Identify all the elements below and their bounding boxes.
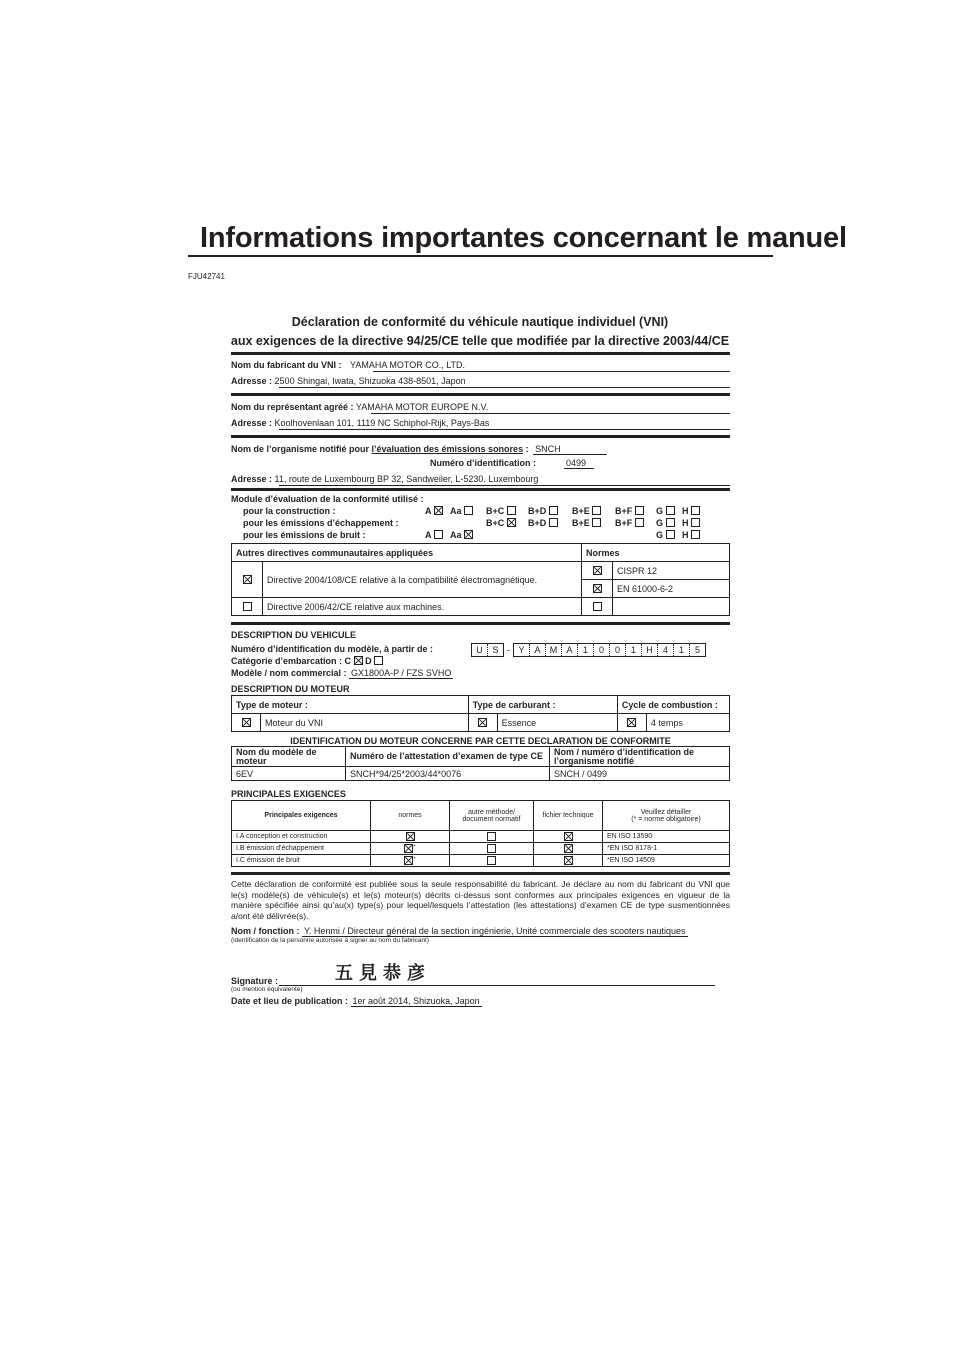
technical-file-header: fichier technique <box>534 801 603 831</box>
checkbox[interactable] <box>374 656 383 665</box>
declaration-title-line1: Déclaration de conformité du véhicule nautique individuel (VNI) <box>291 315 669 329</box>
date-label: Date et lieu de publication : <box>231 996 349 1006</box>
module-row-noise <box>231 530 730 542</box>
signer-row <box>231 926 730 937</box>
vin-character: H <box>641 644 657 656</box>
representative-address-row <box>231 418 730 430</box>
engine-type: Moteur du VNI <box>261 714 469 732</box>
standards-cell <box>371 843 450 855</box>
separator <box>231 872 730 875</box>
module-h: H <box>682 506 689 516</box>
checkbox[interactable] <box>592 518 601 527</box>
module-aa: Aa <box>450 506 462 516</box>
mandatory-mark: * <box>413 844 416 851</box>
checkbox[interactable] <box>635 506 644 515</box>
technical-file-cell <box>534 831 603 843</box>
identification-section: IDENTIFICATION DU MOTEUR CONCERNE PAR CETTE DECLARATION DE CONFORMITE <box>290 736 671 746</box>
combustion-checkbox-cell <box>617 714 646 732</box>
model-label: Modèle / nom commercial : <box>231 668 347 678</box>
signature: 五見恭彦 <box>335 963 431 984</box>
module-h: H <box>682 518 689 528</box>
manufacturer-address-row <box>231 376 730 388</box>
notified-body-address: 11, route de Luxembourg BP 32, Sandweiler, L-5230. Luxembourg <box>274 474 539 484</box>
model-name: GX1800A-P / FZS SVHO <box>351 668 452 678</box>
engine-type-header: Type de moteur : <box>232 696 469 714</box>
module-bd: B+D <box>528 518 547 528</box>
notified-body-id: SNCH / 0499 <box>550 767 730 781</box>
vin-character: 0 <box>593 644 609 656</box>
norm-checkbox-cell <box>582 580 613 598</box>
details-header <box>603 801 730 831</box>
module-g: G <box>656 530 664 540</box>
certificate-number: SNCH*94/25*2003/44*0076 <box>346 767 550 781</box>
checkbox-checked[interactable] <box>564 844 573 853</box>
checkbox-checked[interactable] <box>593 584 602 593</box>
vin-character: A <box>529 644 545 656</box>
module-bc: B+C <box>486 518 505 528</box>
vin-boxes <box>471 644 706 656</box>
module-aa: Aa <box>450 530 462 540</box>
signature-note: (ou mention équivalente) <box>231 986 303 993</box>
address-label: Adresse : <box>231 474 273 484</box>
module-be: B+E <box>572 506 590 516</box>
vin-character: Y <box>518 645 525 655</box>
mandatory-mark: * <box>413 856 416 863</box>
engine-section: DESCRIPTION DU MOTEUR <box>231 684 350 694</box>
declaration-title-line2: aux exigences de la directive 94/25/CE telle que modifiée par la directive 2003/44/CE <box>230 334 730 348</box>
representative-name: YAMAHA MOTOR EUROPE N.V. <box>355 402 489 412</box>
technical-file-cell <box>534 843 603 855</box>
details-header-line1: Veuillez détailler <box>640 808 692 816</box>
title-rule <box>188 255 773 257</box>
signer-name: Y. Henmi / Directeur général de la section ingénierie, Unité commerciale des scooters nautiques <box>304 926 686 936</box>
representative-label: Nom du représentant agréé : <box>231 402 354 412</box>
identification-table <box>231 746 730 781</box>
signature-label: Signature : <box>231 976 279 986</box>
checkbox[interactable] <box>666 506 675 515</box>
module-g: G <box>656 518 664 528</box>
norm-cispr: CISPR 12 <box>613 562 730 580</box>
module-row-construction <box>231 506 730 518</box>
checkbox[interactable] <box>549 518 558 527</box>
conformity-statement: Cette déclaration de conformité est publiée sous la seule responsabilité du fabricant. Je déclare au nom du fabricant du VNI que le(s) modèle(s) de véhicule(s) et le(s) moteur(s) décrits ci-dessus sont conformes aux principales exigences en vigueur de la manière spécifiée ainsi qu’au(x) type(s) pour lequel/lesquels l’attestation (les attestations) d’examen CE de type susmentionnées a/ont été délivrée(s). <box>231 879 730 921</box>
requirement-noise: I.C émission de bruit <box>232 855 371 867</box>
emc-directive: Directive 2004/108/CE relative à la compatibilité électromagnétique. <box>263 562 582 598</box>
date-row <box>231 996 730 1007</box>
module-a: A <box>425 530 432 540</box>
combustion-header: Cycle de combustion : <box>617 696 729 714</box>
manufacturer-row <box>231 360 730 372</box>
checkbox[interactable] <box>635 518 644 527</box>
other-method-header: autre méthode/ document normatif <box>450 801 534 831</box>
other-method-cell <box>450 843 534 855</box>
module-bc: B+C <box>486 506 505 516</box>
checkbox-checked[interactable] <box>404 856 416 865</box>
directives-table <box>231 543 730 616</box>
checkbox[interactable] <box>549 506 558 515</box>
engine-table <box>231 695 730 732</box>
module-label: pour les émissions de bruit : <box>243 530 366 540</box>
category-label: Catégorie d’embarcation : <box>231 656 343 666</box>
checkbox-checked[interactable] <box>243 575 252 584</box>
module-label: pour les émissions d’échappement : <box>243 518 399 528</box>
checkbox[interactable] <box>434 530 443 539</box>
requirement-detail: *EN ISO 8178-1 <box>603 843 730 855</box>
requirement-construction: I.A conception et construction <box>232 831 371 843</box>
checkbox[interactable] <box>243 602 252 611</box>
vin-group-code <box>513 643 706 657</box>
machines-checkbox-cell <box>232 598 263 616</box>
emc-checkbox-cell <box>232 562 263 598</box>
norm-en61000: EN 61000-6-2 <box>613 580 730 598</box>
manufacturer-label: Nom du fabricant du VNI : <box>231 360 342 370</box>
address-label: Adresse : <box>231 418 273 428</box>
directives-header: Autres directives communautaires appliquées <box>232 544 582 562</box>
checkbox[interactable] <box>691 518 700 527</box>
document-code: FJU42741 <box>188 272 225 281</box>
signer-label: Nom / fonction : <box>231 926 300 936</box>
label-colon: : <box>523 444 529 454</box>
checkbox[interactable] <box>691 506 700 515</box>
address-label: Adresse : <box>231 376 273 386</box>
module-g: G <box>656 506 664 516</box>
id-number-label: Numéro d’identification : <box>430 458 537 468</box>
requirements-header: Principales exigences <box>232 801 371 831</box>
checkbox-checked[interactable] <box>434 506 443 515</box>
separator <box>231 622 730 625</box>
vin-character: 4 <box>657 644 673 656</box>
checkbox-checked[interactable] <box>354 656 363 665</box>
checkbox-checked[interactable] <box>564 856 573 865</box>
identification-number-row <box>231 458 730 470</box>
vin-character: A <box>561 644 577 656</box>
checkbox-checked[interactable] <box>406 832 415 841</box>
requirement-exhaust: I.B émission d’échappement <box>232 843 371 855</box>
vin-character: 1 <box>625 644 641 656</box>
combustion-cycle: 4 temps <box>646 714 729 732</box>
requirement-detail: EN ISO 13590 <box>603 831 730 843</box>
checkbox[interactable] <box>691 530 700 539</box>
checkbox[interactable] <box>487 832 496 841</box>
checkbox[interactable] <box>487 844 496 853</box>
notified-body-name: SNCH <box>533 444 607 455</box>
requirement-detail: *EN ISO 14509 <box>603 855 730 867</box>
module-row-exhaust <box>231 518 730 530</box>
id-number: 0499 <box>564 458 594 469</box>
category-c: C <box>344 656 352 666</box>
separator <box>231 352 730 355</box>
fuel-type: Essence <box>497 714 617 732</box>
standards-cell <box>371 855 450 867</box>
manufacturer-name: YAMAHA MOTOR CO., LTD. <box>350 360 466 370</box>
module-bf: B+F <box>615 506 633 516</box>
checkbox-checked[interactable] <box>478 718 487 727</box>
module-label: pour la construction : <box>243 506 336 516</box>
notified-body-row <box>231 444 730 456</box>
module-be: B+E <box>572 518 590 528</box>
separator <box>231 488 730 491</box>
vin-character: U <box>476 645 483 655</box>
notified-body-label: Nom de l’organisme notifié pour <box>231 444 372 454</box>
checkbox-checked[interactable] <box>627 718 636 727</box>
vin-character: 5 <box>689 644 705 656</box>
representative-address: Koolhovenlaan 101, 1119 NC Schiphol-Rijk, Pays-Bas <box>274 418 490 428</box>
engine-model-header: Nom du modèle de moteur <box>232 747 346 767</box>
requirements-table <box>231 800 730 867</box>
engine-model: 6EV <box>232 767 346 781</box>
checkbox-checked[interactable] <box>242 718 251 727</box>
technical-file-cell <box>534 855 603 867</box>
vin-character: 1 <box>577 644 593 656</box>
notified-body-label-underlined: l’évaluation des émissions sonores <box>371 444 524 454</box>
category-row <box>231 656 730 666</box>
checkbox[interactable] <box>487 856 496 865</box>
checkbox-checked[interactable] <box>593 566 602 575</box>
checkbox[interactable] <box>507 506 516 515</box>
checkbox[interactable] <box>592 506 601 515</box>
checkbox[interactable] <box>593 602 602 611</box>
standards-cell <box>371 831 450 843</box>
vin-character: S <box>487 644 503 656</box>
vin-character: 0 <box>609 644 625 656</box>
signature-row <box>231 964 730 986</box>
checkbox-checked[interactable] <box>564 832 573 841</box>
norm-checkbox-cell <box>582 562 613 580</box>
vin-label: Numéro d’identification du modèle, à partir de : <box>231 644 434 654</box>
vin-character: M <box>545 644 561 656</box>
fuel-type-header: Type de carburant : <box>468 696 617 714</box>
checkbox-checked[interactable] <box>464 530 473 539</box>
norm-checkbox-cell <box>582 598 613 616</box>
vin-character: 1 <box>673 644 689 656</box>
checkbox-checked[interactable] <box>404 844 416 853</box>
fuel-checkbox-cell <box>468 714 497 732</box>
module-a: A <box>425 506 432 516</box>
modules-title: Module d’évaluation de la conformité utilisé : <box>231 494 424 504</box>
details-header-line2: (* = norme obligatoire) <box>631 815 701 823</box>
requirements-section: PRINCIPALES EXIGENCES <box>231 789 346 799</box>
separator <box>231 435 730 438</box>
page-title: Informations importantes concernant le manuel <box>200 222 847 254</box>
notified-body-header: Nom / numéro d’identification de l’organisme notifié <box>550 747 730 767</box>
module-h: H <box>682 530 689 540</box>
norms-header: Normes <box>582 544 730 562</box>
separator <box>231 393 730 396</box>
machines-directive: Directive 2006/42/CE relative aux machines. <box>263 598 582 616</box>
standards-header: normes <box>371 801 450 831</box>
checkbox-checked[interactable] <box>507 518 516 527</box>
norm-empty <box>613 598 730 616</box>
module-bf: B+F <box>615 518 633 528</box>
module-bd: B+D <box>528 506 547 516</box>
date-place: 1er août 2014, Shizuoka, Japon <box>352 996 480 1006</box>
vehicle-section: DESCRIPTION DU VEHICULE <box>231 630 357 640</box>
checkbox[interactable] <box>666 518 675 527</box>
engine-type-checkbox-cell <box>232 714 261 732</box>
signer-note: (identification de la personne autorisée à signer au nom du fabricant) <box>231 937 430 944</box>
certificate-header: Numéro de l’attestation d’examen de type CE <box>346 747 550 767</box>
vin-group-country <box>471 643 504 657</box>
other-method-cell <box>450 831 534 843</box>
other-method-cell <box>450 855 534 867</box>
vin-dash: - <box>507 645 510 655</box>
category-d: D <box>365 656 372 666</box>
checkbox[interactable] <box>464 506 473 515</box>
checkbox[interactable] <box>666 530 675 539</box>
representative-row <box>231 402 730 414</box>
manufacturer-address: 2500 Shingai, Iwata, Shizuoka 438-8501, Japon <box>274 376 466 386</box>
notified-body-address-row <box>231 474 730 486</box>
model-row <box>231 668 730 679</box>
